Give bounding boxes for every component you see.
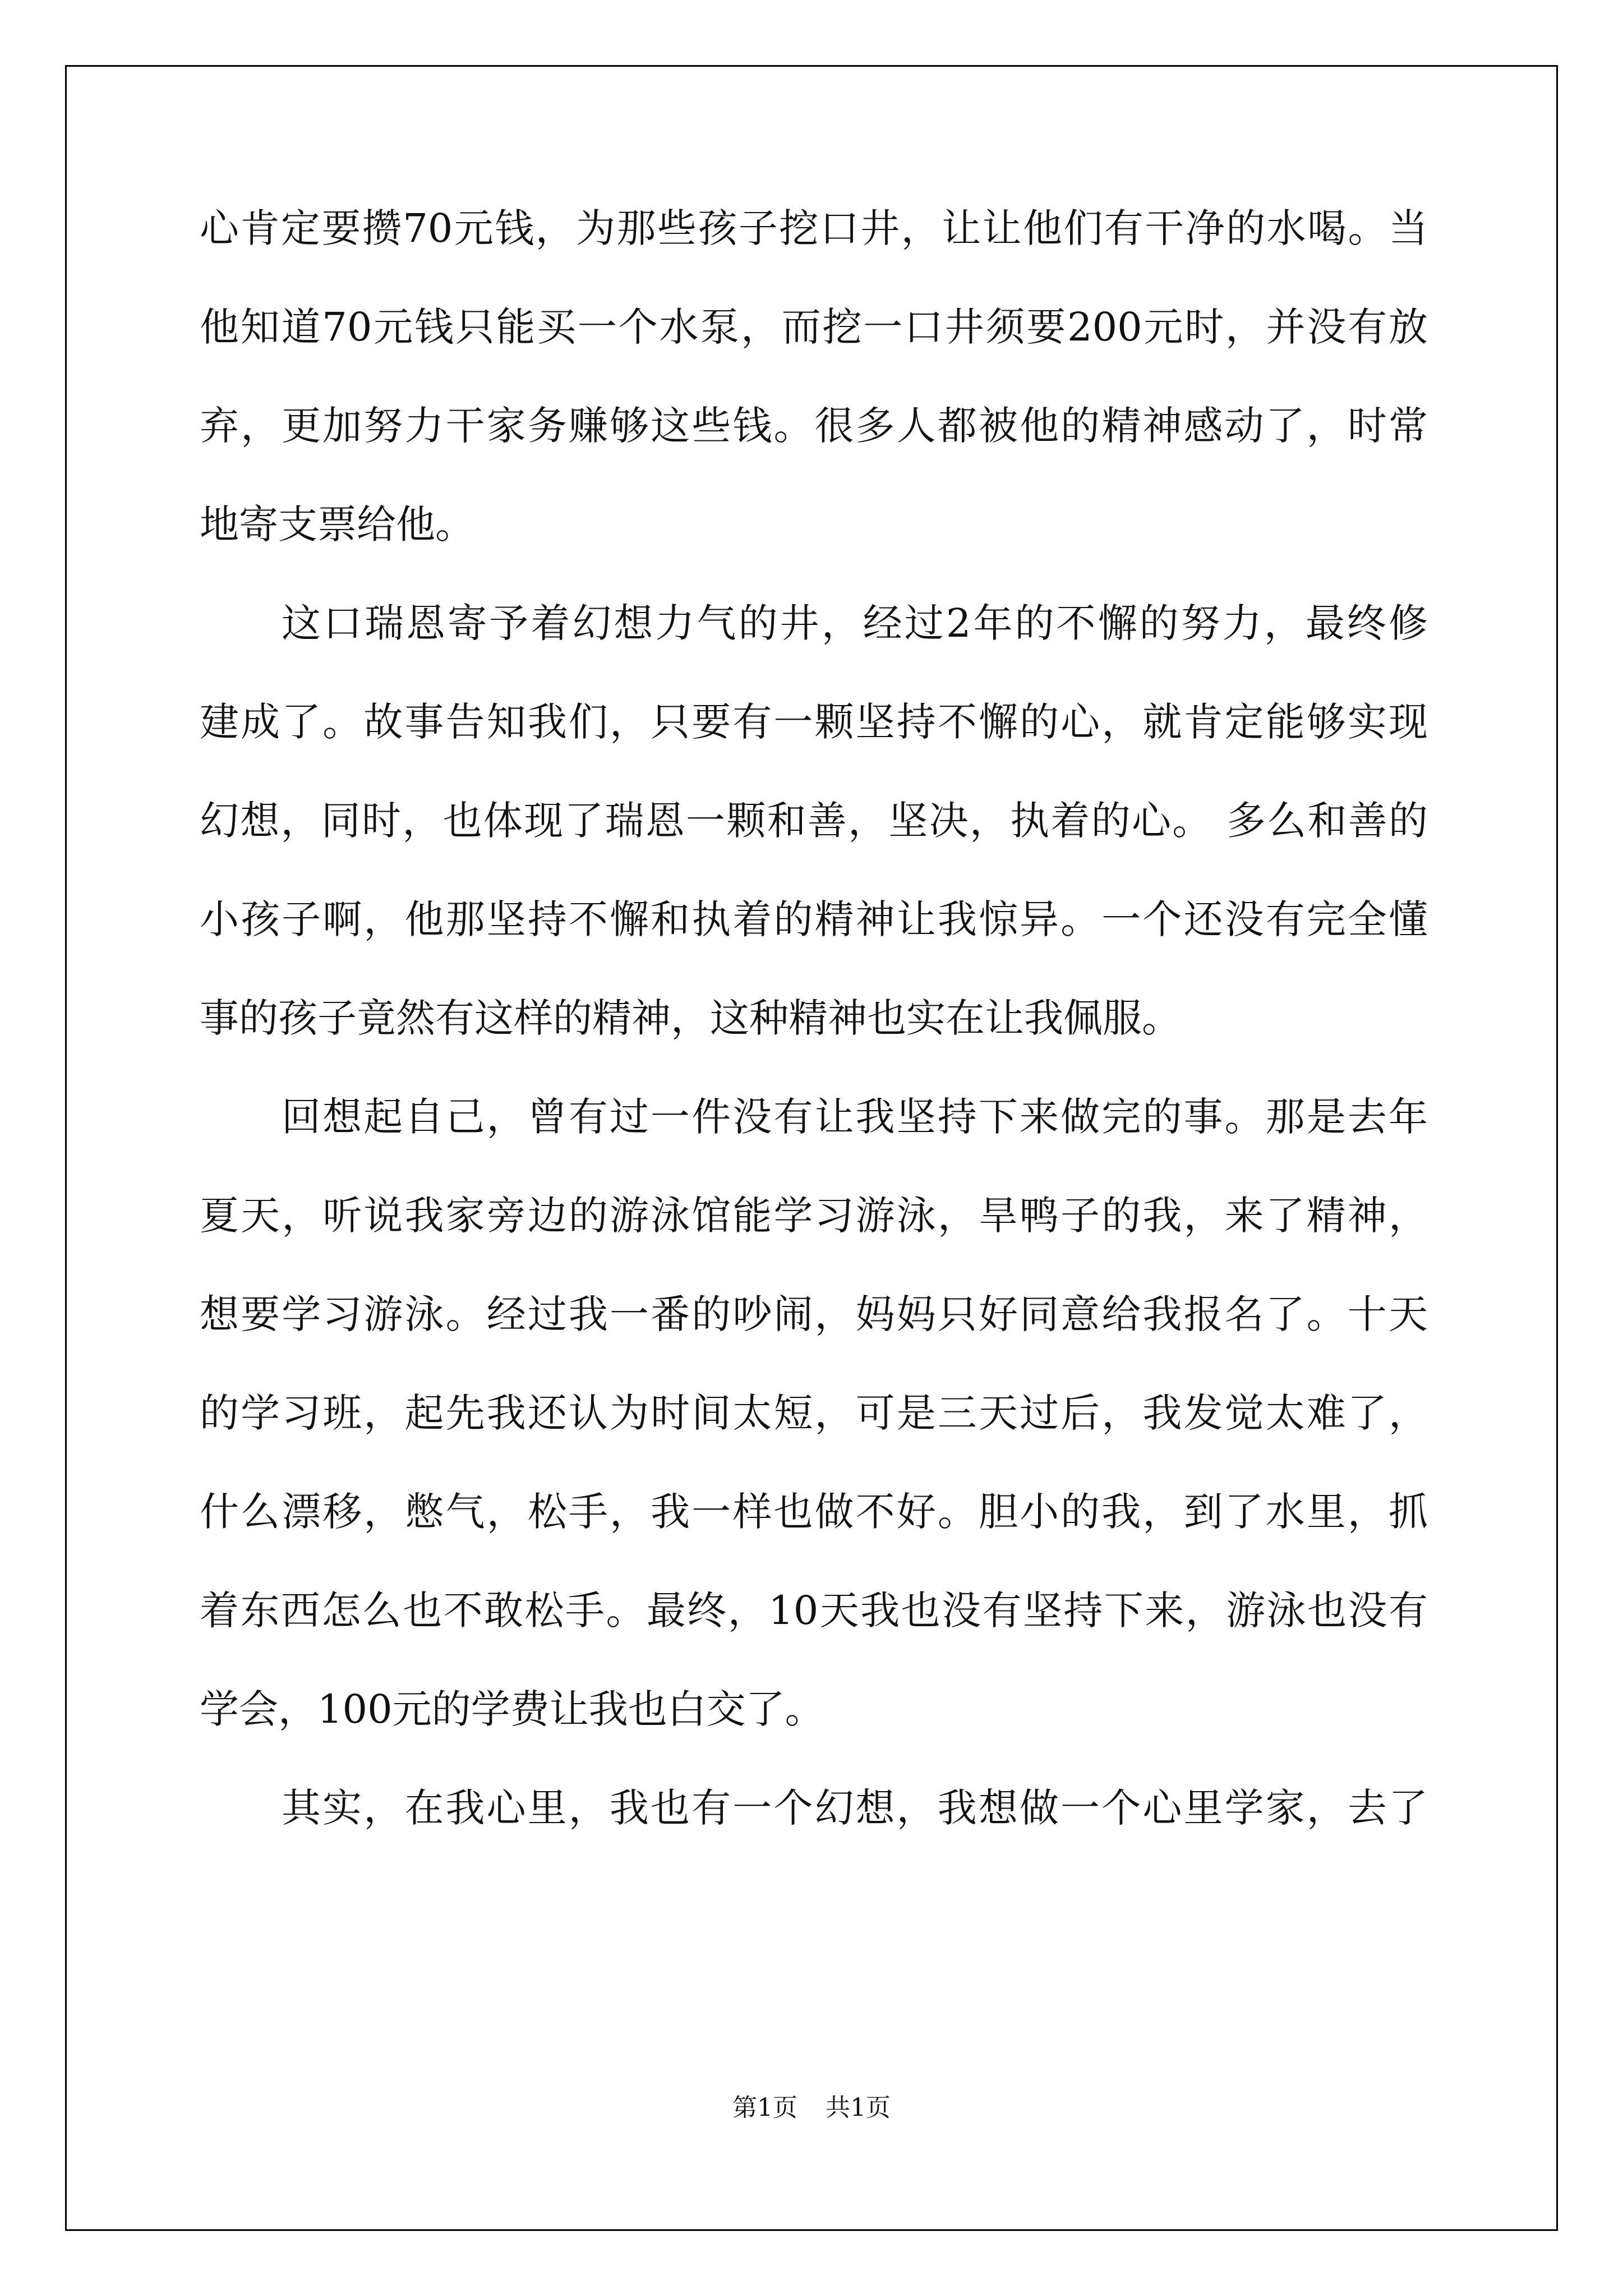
text-line: 这口瑞恩寄予着幻想力气的井，经过2年的不懈的努力，最终修 (282, 600, 1428, 646)
text-line: 什么漂移，憋气，松手，我一样也做不好。胆小的我，到了水里，抓 (200, 1489, 1428, 1535)
page-footer (0, 2091, 1623, 2125)
text-line: 想要学习游泳。经过我一番的吵闹，妈妈只好同意给我报名了。十天 (200, 1291, 1428, 1337)
text-line: 的学习班，起先我还认为时间太短，可是三天过后，我发觉太难了， (200, 1390, 1428, 1436)
text-line: 他知道70元钱只能买一个水泵，而挖一口井须要200元时，并没有放 (200, 304, 1428, 350)
text-line: 幻想，同时，也体现了瑞恩一颗和善，坚决，执着的心。 多么和善的 (200, 798, 1428, 844)
text-line: 心肯定要攒70元钱，为那些孩子挖口井，让让他们有干净的水喝。当 (200, 205, 1428, 251)
text-line: 学会，100元的学费让我也白交了。 (200, 1686, 824, 1732)
text-line: 地寄支票给他。 (200, 501, 474, 547)
page-number-total: 共1页 (826, 2093, 891, 2122)
page-number-current: 第1页 (732, 2093, 797, 2122)
text-line: 小孩子啊，他那坚持不懈和执着的精神让我惊异。一个还没有完全懂 (200, 896, 1428, 942)
text-line: 其实，在我心里，我也有一个幻想，我想做一个心里学家，去了 (282, 1785, 1428, 1831)
page-border (65, 65, 1558, 2231)
text-line: 事的孩子竟然有这样的精神，这种精神也实在让我佩服。 (200, 995, 1181, 1041)
text-line: 夏天，听说我家旁边的游泳馆能学习游泳，旱鸭子的我，来了精神， (200, 1193, 1428, 1239)
text-line: 弃，更加努力干家务赚够这些钱。很多人都被他的精神感动了，时常 (200, 403, 1428, 449)
text-line: 回想起自己，曾有过一件没有让我坚持下来做完的事。那是去年 (282, 1094, 1428, 1140)
text-line: 建成了。故事告知我们，只要有一颗坚持不懈的心，就肯定能够实现 (200, 699, 1428, 745)
text-line: 着东西怎么也不敢松手。最终，10天我也没有坚持下来，游泳也没有 (200, 1588, 1428, 1634)
